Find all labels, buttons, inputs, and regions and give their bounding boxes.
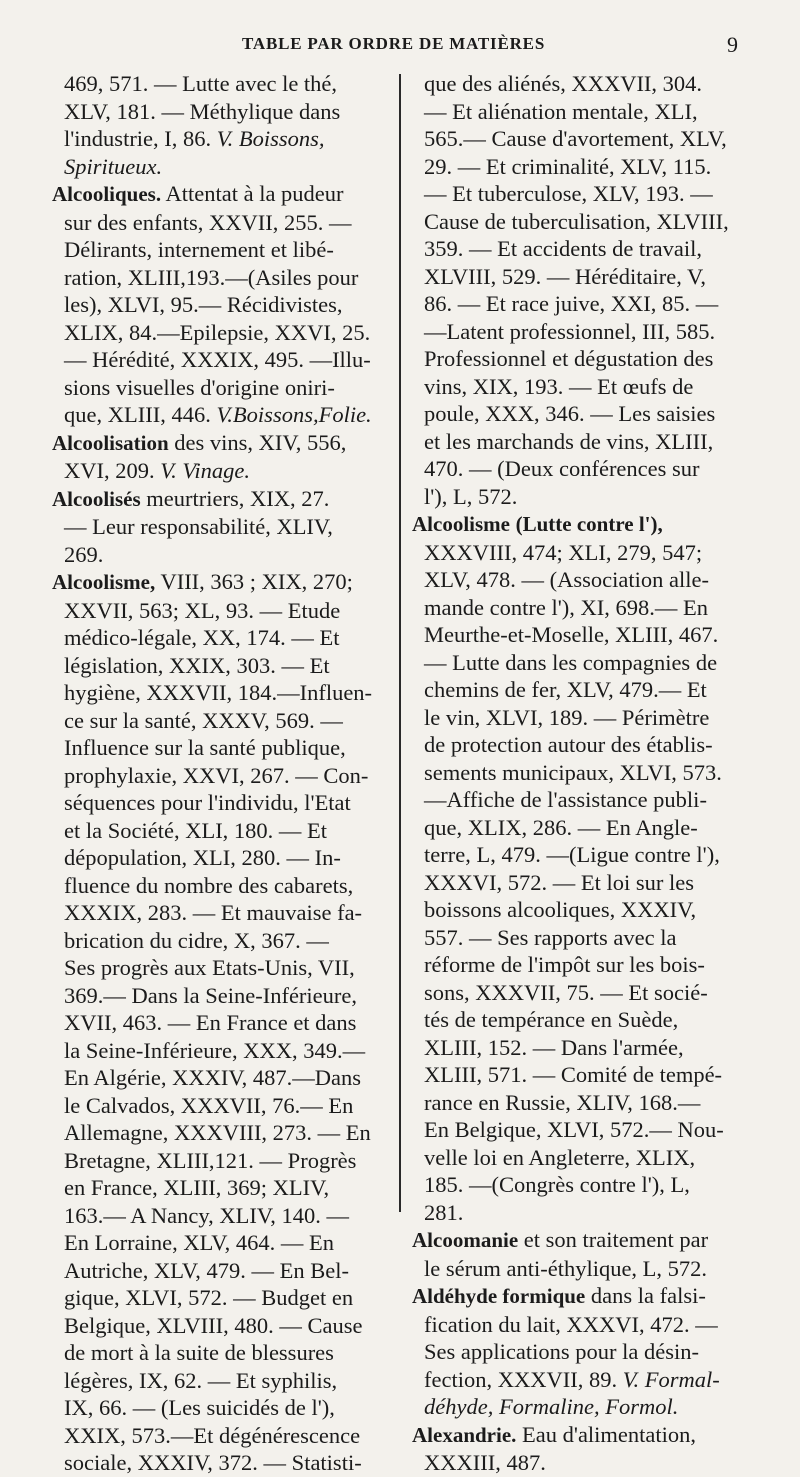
entry-text: l'industrie, I, 86. xyxy=(64,126,217,151)
index-line xyxy=(412,1449,762,1477)
entry-text: Délirants, internement et libé- xyxy=(64,237,334,262)
index-line xyxy=(412,1393,762,1421)
entry-text: En Lorraine, XLV, 464. — En xyxy=(64,1230,334,1255)
entry-text: 557. — Ses rapports avec la xyxy=(424,924,677,950)
index-line xyxy=(412,125,762,153)
index-line xyxy=(412,98,762,126)
entry-text: 469, 571. — Lutte avec le thé, xyxy=(64,71,338,96)
index-line xyxy=(412,566,762,594)
entry-text: VIII, 363 ; XIX, 270; xyxy=(155,569,353,594)
index-line xyxy=(52,319,392,347)
page-number: 9 xyxy=(727,32,738,57)
entry-text: XVI, 209. xyxy=(64,458,161,483)
entry-text: IX, 66. — (Les suicidés de l'), xyxy=(64,1395,335,1420)
entry-text: et la Société, XLI, 180. — Et xyxy=(64,817,328,843)
entry-text: fection, XXXVII, 89. xyxy=(424,1366,623,1392)
running-header xyxy=(0,32,800,62)
entry-text: 86. — Et race juive, XXI, 85. — xyxy=(424,291,719,316)
entry-text: Ses progrès aux Etats-Unis, VII, xyxy=(64,955,355,980)
index-line xyxy=(52,1312,392,1340)
index-line xyxy=(412,1006,762,1034)
index-line xyxy=(52,1064,392,1092)
entry-text: Ses applications pour la désin- xyxy=(424,1339,699,1364)
index-line xyxy=(52,568,392,597)
entry-text: XLIII, 152. — Dans l'armée, xyxy=(424,1034,684,1060)
index-line xyxy=(412,786,762,814)
entry-text: dépopulation, XLI, 280. — In- xyxy=(64,845,341,870)
entry-text: Attentat à la pudeur xyxy=(161,181,344,206)
entry-text: que, XLIII, 446. xyxy=(64,402,217,427)
entry-text: XLVIII, 529. — Héréditaire, V, xyxy=(424,263,707,289)
entry-text: 163.— A Nancy, XLIV, 140. — xyxy=(64,1202,349,1228)
index-line xyxy=(412,676,762,704)
entry-text: poule, XXX, 346. — Les saisies xyxy=(424,401,716,426)
index-line xyxy=(412,510,762,539)
index-line xyxy=(52,401,392,429)
entry-text: et les marchands de vins, XLIII, xyxy=(424,428,714,454)
index-line xyxy=(412,1171,762,1199)
index-line xyxy=(52,844,392,872)
index-line xyxy=(52,264,392,292)
index-line xyxy=(412,483,762,511)
index-line xyxy=(412,1144,762,1172)
entry-text: XXVII, 563; XL, 93. — Etude xyxy=(64,597,341,623)
entry-text: mande contre l'), XI, 698.— En xyxy=(424,594,708,620)
entry-text: ce sur la santé, XXXV, 569. — xyxy=(64,707,343,733)
index-line xyxy=(412,1034,762,1062)
index-line xyxy=(412,1421,762,1450)
headword: (Lutte contre l'), xyxy=(515,512,663,536)
entry-text: Professionnel et dégustation des xyxy=(424,346,714,371)
index-line xyxy=(52,1174,392,1202)
index-line xyxy=(52,429,392,458)
entry-text: XXXVI, 572. — Et loi sur les xyxy=(424,869,694,895)
cross-reference: V.Boissons,Folie. xyxy=(216,402,372,427)
entry-text: 281. xyxy=(424,1199,464,1225)
index-line xyxy=(412,153,762,181)
index-line xyxy=(52,1257,392,1285)
index-line xyxy=(412,70,762,98)
index-line xyxy=(52,817,392,845)
index-line xyxy=(52,707,392,735)
headword: Alcoolisme xyxy=(412,512,510,536)
index-line xyxy=(52,98,392,126)
entry-text: que, XLIX, 286. — En Angle- xyxy=(424,814,698,840)
entry-text: le sérum anti-éthylique, L, 572. xyxy=(424,1255,708,1281)
index-line xyxy=(412,455,762,483)
entry-text: 269. xyxy=(64,541,104,567)
index-line xyxy=(412,1226,762,1255)
cross-reference: Spiritueux. xyxy=(64,153,163,179)
index-line xyxy=(52,1394,392,1422)
headword: Alcoolisme, xyxy=(52,570,156,594)
index-line xyxy=(52,291,392,319)
index-line xyxy=(412,1199,762,1227)
headword: Alcoomanie xyxy=(412,1228,519,1252)
cross-reference: V. Vinage. xyxy=(160,458,251,483)
index-line xyxy=(52,597,392,625)
index-line xyxy=(412,841,762,869)
entry-text: — Hérédité, XXXIX, 495. —Illu- xyxy=(64,347,371,372)
index-line xyxy=(412,979,762,1007)
column-divider xyxy=(399,74,401,1212)
index-line xyxy=(412,731,762,759)
index-line xyxy=(52,624,392,652)
entry-text: et son traitement par xyxy=(518,1227,709,1252)
entry-text: vins, XIX, 193. — Et œufs de xyxy=(424,373,694,399)
entry-text: rance en Russie, XLIV, 168.— xyxy=(424,1089,701,1115)
index-line xyxy=(52,209,392,237)
entry-text: légères, IX, 62. — Et syphilis, xyxy=(64,1367,338,1393)
entry-text: 565.— Cause d'avortement, XLV, xyxy=(424,126,727,151)
index-line xyxy=(52,1284,392,1312)
entry-text: Cause de tuberculisation, XLVIII, xyxy=(424,208,729,234)
index-line xyxy=(412,263,762,291)
index-line xyxy=(412,428,762,456)
index-line xyxy=(412,649,762,677)
entry-text: des vins, XIV, 556, xyxy=(168,429,347,455)
index-line xyxy=(412,1366,762,1394)
entry-text: dans la falsi- xyxy=(585,1283,706,1308)
index-line xyxy=(52,513,392,541)
index-line xyxy=(52,485,392,514)
entry-text: XXIX, 573.—Et dégénérescence xyxy=(64,1422,361,1448)
index-line xyxy=(52,1229,392,1257)
index-line xyxy=(52,153,392,181)
entry-text: gique, XLVI, 572. — Budget en xyxy=(64,1285,354,1310)
index-line xyxy=(52,927,392,955)
headword: Aldéhyde formique xyxy=(412,1284,586,1308)
headword: Alexandrie. xyxy=(412,1422,517,1447)
entry-text: médico-légale, XX, 174. — Et xyxy=(64,625,340,650)
entry-text: Belgique, XLVIII, 480. — Cause xyxy=(64,1312,363,1338)
entry-text: XXXIX, 283. — Et mauvaise fa- xyxy=(64,900,363,925)
index-line xyxy=(412,704,762,732)
entry-text: sociale, XXXIV, 372. — Statisti- xyxy=(64,1450,362,1475)
entry-text: sements municipaux, XLVI, 573. xyxy=(424,759,722,785)
entry-text: terre, L, 479. —(Ligue contre l'), xyxy=(424,842,720,867)
entry-text: législation, XXIX, 303. — Et xyxy=(64,652,330,678)
entry-text: brication du cidre, X, 367. — xyxy=(64,927,329,953)
entry-text: XLV, 181. — Méthylique dans xyxy=(64,98,341,124)
entry-text: le vin, XLVI, 189. — Périmètre xyxy=(424,704,710,730)
index-line xyxy=(412,318,762,346)
entry-text: 29. — Et criminalité, XLV, 115. xyxy=(424,153,712,179)
entry-text: 185. —(Congrès contre l'), L, xyxy=(424,1172,690,1197)
entry-text: sons, XXXVII, 75. — Et socié- xyxy=(424,979,708,1005)
index-line xyxy=(412,924,762,952)
index-line xyxy=(412,539,762,567)
right-column xyxy=(412,70,762,1477)
index-line xyxy=(412,235,762,263)
index-line xyxy=(52,954,392,982)
entry-text: séquences pour l'individu, l'Etat xyxy=(64,790,351,815)
index-line xyxy=(412,1311,762,1339)
index-line xyxy=(412,373,762,401)
entry-text: hygiène, XXXVII, 184.—Influen- xyxy=(64,680,373,705)
index-line xyxy=(412,208,762,236)
headword: Alcooliques. xyxy=(52,182,162,206)
entry-text: XLIII, 571. — Comité de tempé- xyxy=(424,1062,723,1087)
entry-text: velle loi en Angleterre, XLIX, xyxy=(424,1144,696,1170)
entry-text: de protection autour des établis- xyxy=(424,732,713,757)
index-line xyxy=(52,457,392,485)
index-line xyxy=(412,290,762,318)
index-line xyxy=(412,951,762,979)
entry-text: 470. — (Deux conférences sur xyxy=(424,456,700,481)
index-line xyxy=(52,346,392,374)
index-line xyxy=(412,180,762,208)
entry-text: 359. — Et accidents de travail, xyxy=(424,236,703,261)
index-line xyxy=(412,400,762,428)
entry-text: en France, XLIII, 369; XLIV, xyxy=(64,1175,330,1200)
entry-text: Meurthe-et-Moselle, XLIII, 467. xyxy=(424,622,719,647)
entry-text: — Leur responsabilité, XLIV, xyxy=(64,514,333,539)
index-line xyxy=(52,762,392,790)
entry-text: 369.— Dans la Seine-Inférieure, xyxy=(64,982,358,1008)
entry-text: — Lutte dans les compagnies de xyxy=(424,649,718,675)
index-line xyxy=(52,679,392,707)
header-title: TABLE PAR ORDRE DE MATIÈRES xyxy=(242,34,546,53)
index-line xyxy=(52,1092,392,1120)
index-line xyxy=(52,899,392,927)
entry-text: de mort à la suite de blessures xyxy=(64,1340,334,1365)
index-line xyxy=(412,621,762,649)
entry-text: meurtriers, XIX, 27. xyxy=(140,485,330,511)
index-line xyxy=(52,652,392,680)
index-line xyxy=(52,734,392,762)
cross-reference: déhyde, Formaline, Formol. xyxy=(424,1394,679,1419)
index-line xyxy=(52,180,392,209)
index-line xyxy=(412,594,762,622)
entry-text: En Belgique, XLVI, 572.— Nou- xyxy=(424,1117,724,1142)
entry-text: —Latent professionnel, III, 585. xyxy=(424,318,716,344)
entry-text: tés de tempérance en Suède, xyxy=(424,1007,679,1032)
cross-reference: V. Formal- xyxy=(622,1366,720,1392)
index-line xyxy=(52,1422,392,1450)
cross-reference: V. Boissons, xyxy=(216,126,325,151)
left-column xyxy=(52,70,392,1477)
index-line xyxy=(412,1255,762,1283)
index-line xyxy=(52,1037,392,1065)
entry-text: XLIX, 84.—Epilepsie, XXVI, 25. xyxy=(64,319,371,345)
index-line xyxy=(52,1367,392,1395)
entry-text: fluence du nombre des cabarets, xyxy=(64,872,354,898)
index-line xyxy=(52,236,392,264)
index-line xyxy=(412,759,762,787)
entry-text: — Et tuberculose, XLV, 193. — xyxy=(424,181,713,206)
entry-text: XVII, 463. — En France et dans xyxy=(64,1010,357,1035)
entry-text: fication du lait, XXXVI, 472. — xyxy=(424,1311,718,1337)
index-line xyxy=(52,541,392,569)
index-line xyxy=(52,70,392,98)
index-line xyxy=(412,1282,762,1311)
entry-text: Allemagne, XXXVIII, 273. — En xyxy=(64,1120,371,1145)
index-line xyxy=(52,789,392,817)
entry-text: XXXVIII, 474; XLI, 279, 547; xyxy=(424,539,703,565)
index-line xyxy=(52,982,392,1010)
entry-text: Influence sur la santé publique, xyxy=(64,735,346,760)
entry-text: prophylaxie, XXVI, 267. — Con- xyxy=(64,762,369,788)
entry-text: l'), L, 572. xyxy=(424,483,518,509)
index-line xyxy=(412,1061,762,1089)
entry-text: que des aliénés, XXXVII, 304. xyxy=(424,71,703,96)
entry-text: Bretagne, XLIII,121. — Progrès xyxy=(64,1147,357,1173)
entry-text: ration, XLIII,193.—(Asiles pour xyxy=(64,264,359,290)
entry-text: réforme de l'impôt sur les bois- xyxy=(424,952,705,977)
index-line xyxy=(412,1116,762,1144)
index-line xyxy=(52,1339,392,1367)
entry-text: En Algérie, XXXIV, 487.—Dans xyxy=(64,1065,362,1090)
entry-text: chemins de fer, XLV, 479.— Et xyxy=(424,677,707,702)
index-line xyxy=(52,1202,392,1230)
index-line xyxy=(412,896,762,924)
index-line xyxy=(52,872,392,900)
entry-text: la Seine-Inférieure, XXX, 349.— xyxy=(64,1037,366,1063)
index-line xyxy=(412,345,762,373)
entry-text: sions visuelles d'origine oniri- xyxy=(64,374,335,400)
entry-text: sur des enfants, XXVII, 255. — xyxy=(64,209,352,235)
index-line xyxy=(52,1119,392,1147)
headword: Alcoolisés xyxy=(52,486,141,511)
index-line xyxy=(52,125,392,153)
entry-text: XLV, 478. — (Association alle- xyxy=(424,567,709,592)
index-line xyxy=(52,1009,392,1037)
index-line xyxy=(52,1449,392,1477)
index-line xyxy=(412,1338,762,1366)
entry-text: le Calvados, XXXVII, 76.— En xyxy=(64,1092,354,1118)
entry-text: les), XLVI, 95.— Récidivistes, xyxy=(64,292,343,317)
headword: Alcoolisation xyxy=(52,430,169,455)
entry-text: Autriche, XLV, 479. — En Bel- xyxy=(64,1257,349,1283)
entry-text: —Affiche de l'assistance publi- xyxy=(424,787,707,812)
index-line xyxy=(412,1089,762,1117)
index-line xyxy=(412,814,762,842)
entry-text: boissons alcooliques, XXXIV, xyxy=(424,897,697,922)
index-line xyxy=(52,1147,392,1175)
entry-text: — Et aliénation mentale, XLI, xyxy=(424,98,698,124)
index-line xyxy=(52,374,392,402)
entry-text: XXXIII, 487. xyxy=(424,1450,546,1475)
entry-text: Eau d'alimentation, xyxy=(516,1421,697,1447)
index-line xyxy=(412,869,762,897)
